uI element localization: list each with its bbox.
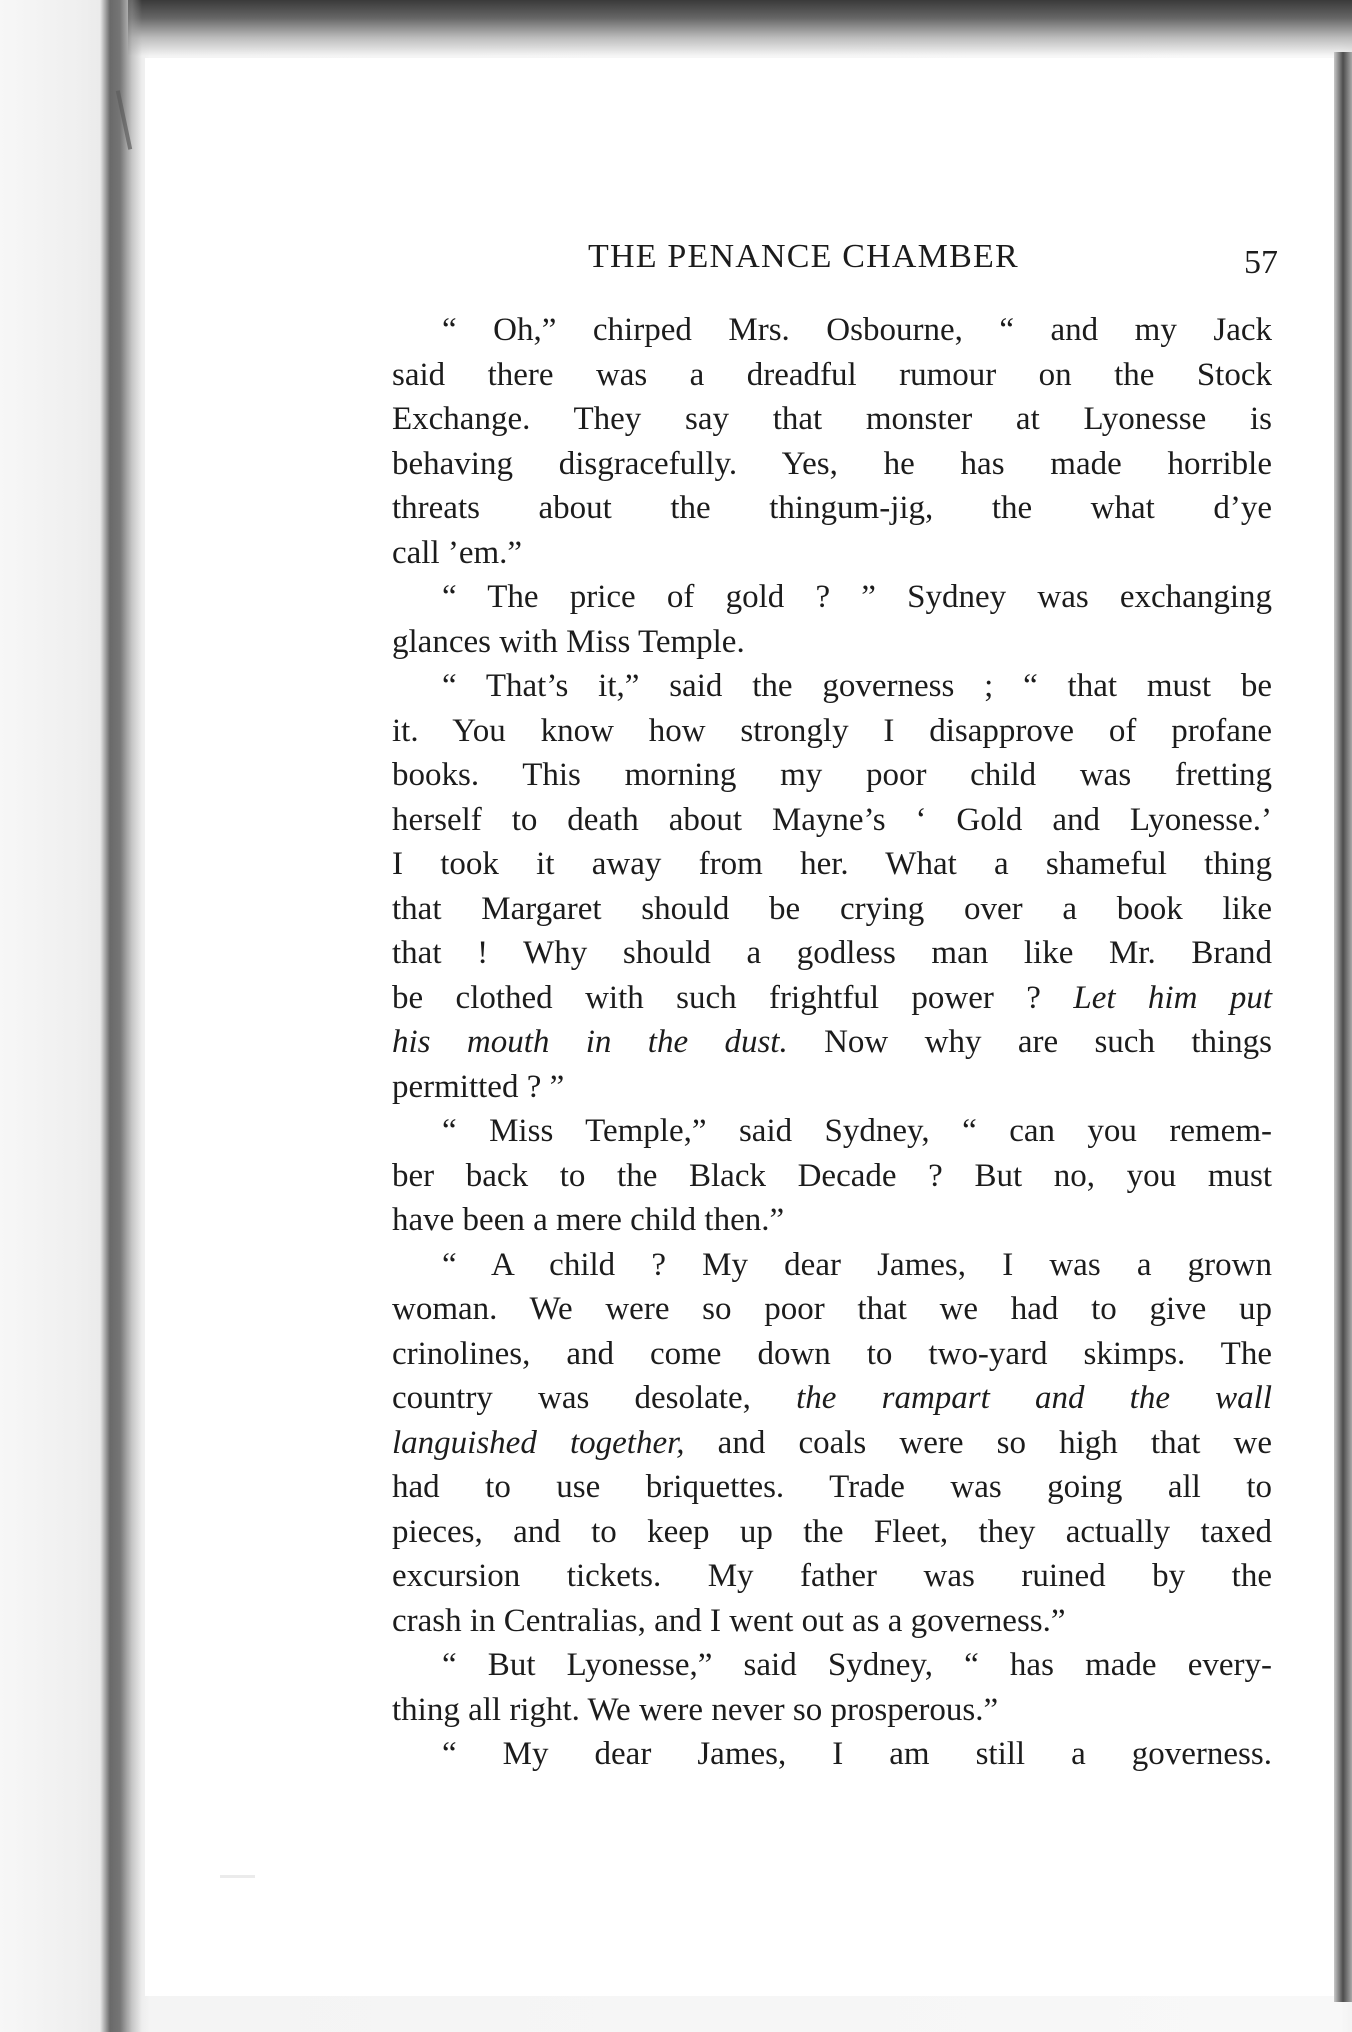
body-line: “ Oh,” chirped Mrs. Osbourne, “ and my Jack: [442, 312, 1272, 348]
body-line: that Margaret should be crying over a book like: [392, 890, 1272, 927]
body-line: glances with Miss Temple.: [392, 623, 745, 660]
body-line: “ The price of gold ? ” Sydney was exchanging: [442, 579, 1272, 615]
body-line: call ’em.”: [392, 534, 523, 571]
body-line: thing all right. We were never so prosperous.”: [392, 1691, 999, 1728]
body-line: “ A child ? My dear James, I was a grown: [442, 1246, 1272, 1283]
italic-quote-segment: his mouth in the dust.: [392, 1024, 788, 1060]
body-line: crinolines, and come down to two-yard skimps. The: [392, 1335, 1272, 1372]
body-line: that ! Why should a godless man like Mr. Brand: [392, 935, 1272, 971]
body-line: “ Miss Temple,” said Sydney, “ can you remem-: [442, 1113, 1272, 1149]
body-line: [392, 1421, 1272, 1466]
page-number: 57: [1244, 244, 1278, 281]
body-line: [392, 1020, 1272, 1065]
body-line: I took it away from her. What a shameful thing: [392, 846, 1272, 882]
body-line: had to use briquettes. Trade was going all to: [392, 1469, 1272, 1505]
body-line: excursion tickets. My father was ruined by the: [392, 1558, 1272, 1594]
body-line-segment: country was desolate,: [392, 1380, 751, 1416]
page-content: [392, 238, 1278, 1777]
body-line: permitted ? ”: [392, 1068, 565, 1105]
scan-top-shadow: [0, 0, 1352, 56]
body-line: “ But Lyonesse,” said Sydney, “ has made every-: [442, 1647, 1272, 1683]
body-line: “ My dear James, I am still a governess.: [442, 1736, 1272, 1772]
body-line: [392, 1376, 1272, 1421]
body-line: herself to death about Mayne’s ‘ Gold and Lyonesse.’: [392, 801, 1272, 838]
body-line-segment: Now why are such things: [824, 1024, 1272, 1060]
printed-page: [144, 58, 1334, 1996]
body-line: ber back to the Black Decade ? But no, you must: [392, 1157, 1272, 1194]
body-line: woman. We were so poor that we had to give up: [392, 1291, 1272, 1327]
running-title: THE PENANCE CHAMBER: [588, 238, 1019, 275]
body-line: crash in Centralias, and I went out as a governess.”: [392, 1602, 1066, 1639]
body-line: threats about the thingum-jig, the what d’ye: [392, 490, 1272, 526]
body-line: Exchange. They say that monster at Lyonesse is: [392, 401, 1272, 437]
body-line: behaving disgracefully. Yes, he has made horrible: [392, 445, 1272, 482]
italic-quote-segment: languished together,: [392, 1424, 685, 1461]
book-cover-edge: [1334, 52, 1352, 2002]
book-gutter-shadow: [100, 0, 142, 2032]
body-line: [392, 976, 1272, 1021]
body-line: it. You know how strongly I disapprove of profane: [392, 712, 1272, 749]
body-line: have been a mere child then.”: [392, 1202, 785, 1238]
italic-quote-segment: Let him put: [1073, 979, 1273, 1016]
italic-quote-segment: the rampart and the wall: [796, 1380, 1273, 1416]
running-head: [392, 238, 1278, 298]
body-line-segment: be clothed with such frightful power ?: [392, 979, 1041, 1016]
body-line: books. This morning my poor child was fretting: [392, 757, 1272, 793]
body-line: “ That’s it,” said the governess ; “ that must be: [442, 668, 1272, 704]
body-line-segment: and coals were so high that we: [717, 1424, 1272, 1461]
body-line: said there was a dreadful rumour on the Stock: [392, 356, 1272, 393]
faint-scan-mark: [220, 1875, 255, 1878]
body-line: pieces, and to keep up the Fleet, they actually taxed: [392, 1513, 1272, 1550]
